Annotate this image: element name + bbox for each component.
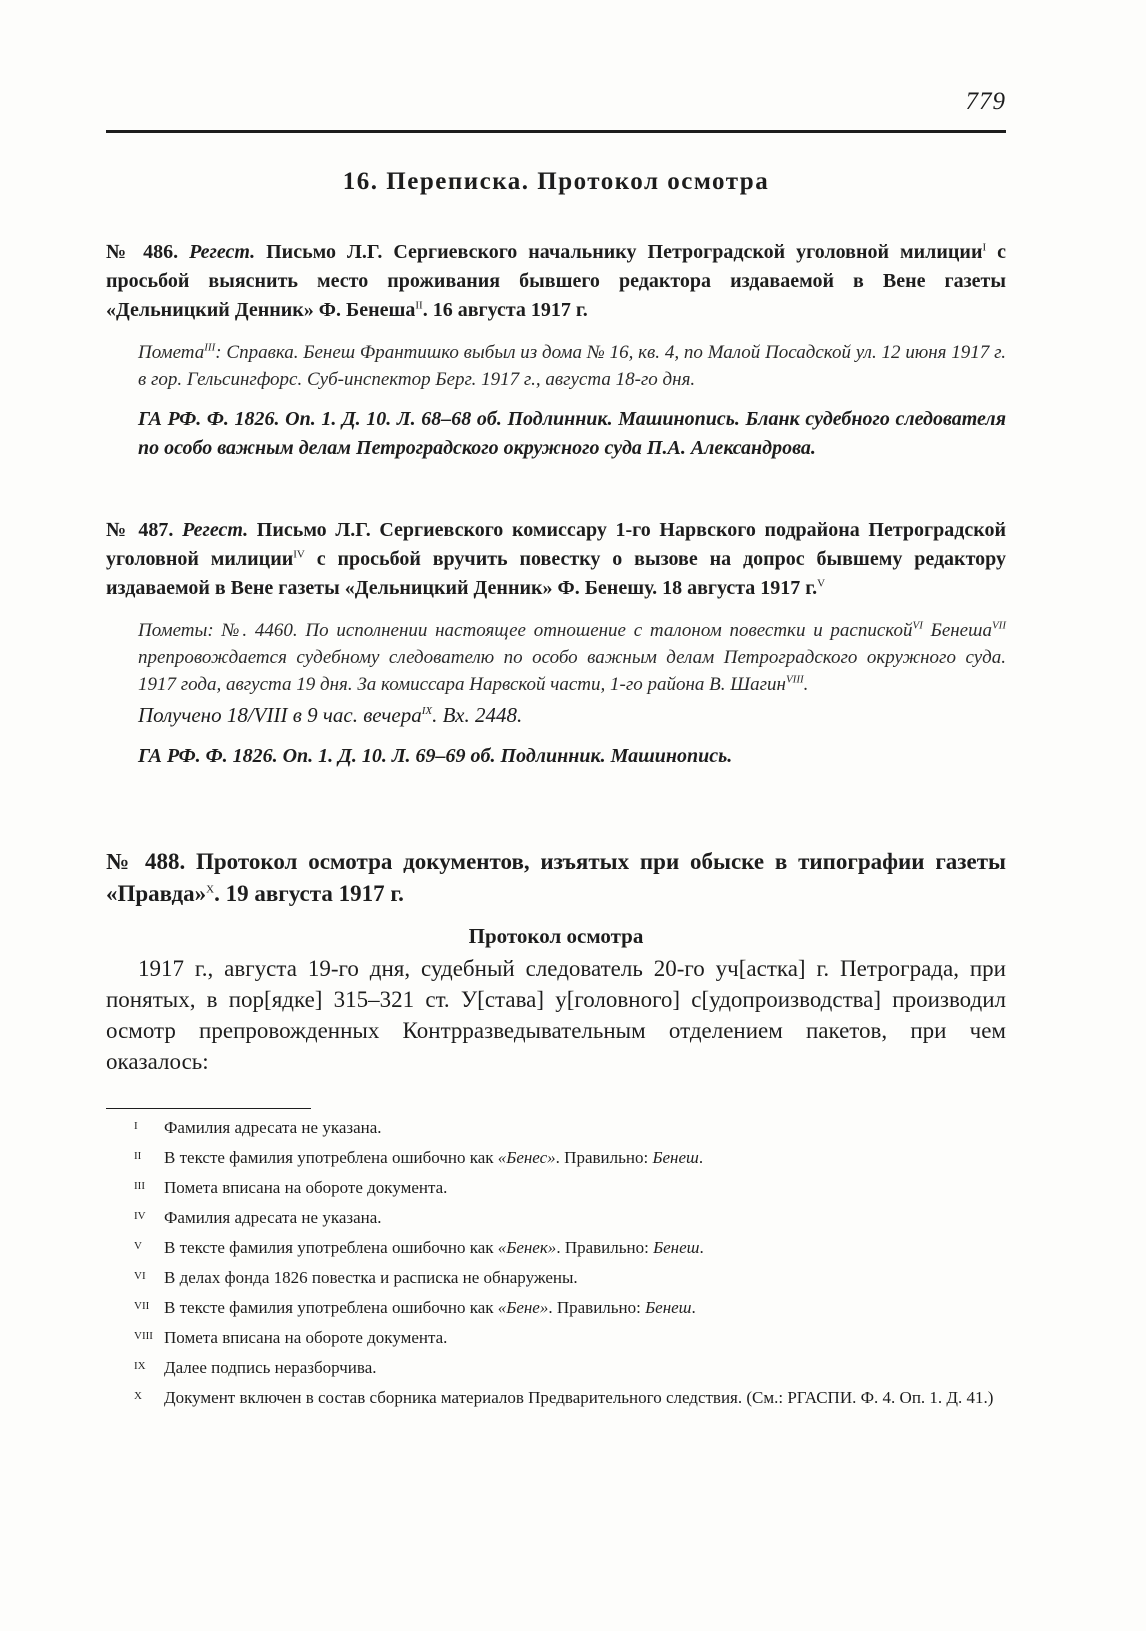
doc-487-received <box>138 700 1006 730</box>
footnote-mark: X <box>134 1390 142 1402</box>
footnote-text: . Правильно: <box>548 1298 646 1317</box>
footnote-text: . Правильно: <box>555 1148 653 1167</box>
doc-486-text: с просьбой выяснить место проживания бывшего редактора издаваемой в Вене газеты «Дельницкий Денник» Ф. Бенеша <box>106 241 1007 321</box>
doc-488-subheading: Протокол осмотра <box>468 924 644 948</box>
footnote-ref[interactable]: I <box>982 241 987 254</box>
footnote-ref[interactable]: IX <box>421 705 433 717</box>
doc-486-date: . 16 августа 1917 г. <box>422 299 588 321</box>
doc-488-heading <box>106 846 1006 910</box>
doc-488-title: № 488. Протокол осмотра документов, изъятых при обыске в типографии газеты «Правда» <box>106 849 1006 906</box>
footnote-item <box>106 1206 1006 1230</box>
footnote-ref[interactable]: VI <box>912 619 923 632</box>
footnote-text: . <box>699 1238 704 1257</box>
page-number: 779 <box>965 88 1006 115</box>
footnote-mark: II <box>134 1150 142 1162</box>
footnote-text: В тексте фамилия употреблена ошибочно как <box>164 1148 498 1167</box>
footnote-ref[interactable]: X <box>206 883 215 896</box>
footnote-text: Фамилия адресата не указана. <box>164 1118 382 1137</box>
footnote-text: В тексте фамилия употреблена ошибочно как <box>164 1238 498 1257</box>
footnote-item <box>106 1386 1006 1410</box>
footnote-text: Помета вписана на обороте документа. <box>164 1328 448 1347</box>
footnote-ref[interactable]: VII <box>991 619 1006 632</box>
doc-488 <box>106 846 1006 1077</box>
footnote-text: . Правильно: <box>556 1238 654 1257</box>
doc-486-regest: Регест. <box>189 241 256 263</box>
doc-487-note <box>138 617 1006 698</box>
footnote-text: . <box>691 1298 696 1317</box>
doc-486-number: № 486. <box>106 241 179 263</box>
doc-487-text: с просьбой вручить повестку о вызове на допрос бывшему редактору издаваемой в Вене газеты «Дельницкий Денник» Ф. Бенешу. 18 августа 1917 г. <box>106 548 1007 599</box>
footnote-item <box>106 1236 1006 1260</box>
received-text: Получено 18/VIII в 9 час. вечера <box>138 703 422 727</box>
doc-486-note <box>138 339 1006 393</box>
footnote-text: Далее подпись неразборчива. <box>164 1358 377 1377</box>
footnote-mark: VII <box>134 1300 150 1312</box>
footnote-text: Документ включен в состав сборника материалов Предварительного следствия. (См.: РГАСПИ. Ф. 4. Оп. 1. Д. 41.) <box>164 1388 994 1407</box>
footnote-wrong-name: «Бене» <box>497 1298 549 1317</box>
footnote-mark: I <box>134 1120 138 1132</box>
footnote-mark: III <box>134 1180 145 1192</box>
note-text: Бенеша <box>922 620 992 641</box>
doc-487-regest: Регест. <box>182 519 249 541</box>
doc-486-text: Письмо Л.Г. Сергиевского начальнику Петроградской уголовной милиции <box>266 241 983 263</box>
footnote-correct-name: Бенеш <box>652 1148 699 1167</box>
doc-486-archive: ГА РФ. Ф. 1826. Оп. 1. Д. 10. Л. 68–68 об. Подлинник. Машинопись. Бланк судебного следователя по особо важным делам Петроградского окружного суда П.А. Александрова. <box>138 408 1006 459</box>
footnote-mark: V <box>134 1240 142 1252</box>
footnote-item <box>106 1356 1006 1380</box>
footnotes <box>106 1116 1006 1416</box>
footnote-text: Фамилия адресата не указана. <box>164 1208 382 1227</box>
footnote-text: В тексте фамилия употреблена ошибочно как <box>164 1298 498 1317</box>
section-title: 16. Переписка. Протокол осмотра <box>342 168 770 195</box>
footnote-text: В делах фонда 1826 повестка и расписка не обнаружены. <box>164 1268 578 1287</box>
doc-487-heading <box>106 516 1006 603</box>
footnote-item <box>106 1296 1006 1320</box>
doc-487-number: № 487. <box>106 519 174 541</box>
footnote-text: Помета вписана на обороте документа. <box>164 1178 448 1197</box>
footnote-text: . <box>698 1148 704 1167</box>
footnote-item <box>106 1326 1006 1350</box>
note-text: : Справка. Бенеш Франтишко выбыл из дома № 16, кв. 4, по Малой Посадской ул. 12 июня 1917 г. в гор. Гельсингфорс. Суб-инспектор Берг. 1917 г., августа 18-го дня. <box>138 342 1006 390</box>
footnote-item <box>106 1176 1006 1200</box>
footnote-wrong-name: «Бенек» <box>497 1238 557 1257</box>
doc-487-text: Письмо Л.Г. Сергиевского комиссару 1-го Нарвского подрайона Петроградской уголовной милиции <box>106 519 1006 570</box>
note-text: Пометы: №. 4460. По исполнении настоящее отношение с талоном повестки и распиской <box>138 620 913 641</box>
note-label: Помета <box>138 342 205 363</box>
footnote-ref[interactable]: II <box>415 299 423 312</box>
footnote-ref[interactable]: VIII <box>785 673 804 686</box>
footnote-mark: IV <box>134 1210 146 1222</box>
footnote-mark: IX <box>134 1360 146 1372</box>
doc-486 <box>106 238 1006 463</box>
doc-488-date: . 19 августа 1917 г. <box>214 881 404 906</box>
footnote-mark: VI <box>134 1270 146 1282</box>
received-text: . Вх. 2448. <box>432 703 523 727</box>
header-rule <box>106 130 1006 133</box>
footnote-wrong-name: «Бенес» <box>497 1148 556 1167</box>
doc-486-heading <box>106 238 1006 325</box>
footnote-mark: VIII <box>134 1330 153 1342</box>
footnote-rule <box>106 1108 311 1109</box>
footnote-ref[interactable]: V <box>817 577 826 590</box>
footnote-item <box>106 1116 1006 1140</box>
footnote-ref[interactable]: III <box>204 341 216 354</box>
note-text: препровождается судебному следователю по особо важным делам Петроградского окружного суда. 1917 года, августа 19 дня. За комиссара Нарвской части, 1-го района В. Шагин <box>138 647 1006 695</box>
doc-487 <box>106 516 1006 771</box>
footnote-correct-name: Бенеш <box>653 1238 700 1257</box>
footnote-ref[interactable]: IV <box>293 548 305 561</box>
doc-488-body: 1917 г., августа 19-го дня, судебный следователь 20-го уч[астка] г. Петрограда, при понятых, в пор[ядке] 315–321 ст. У[става] у[головного] с[удопроизводства] производил осмотр препровожденных Контрразведывательным отделением пакетов, при чем оказалось: <box>106 956 1006 1074</box>
footnote-correct-name: Бенеш <box>645 1298 692 1317</box>
doc-487-archive: ГА РФ. Ф. 1826. Оп. 1. Д. 10. Л. 69–69 об. Подлинник. Машинопись. <box>138 745 733 767</box>
footnote-item <box>106 1146 1006 1170</box>
footnote-item <box>106 1266 1006 1290</box>
note-text: . <box>803 674 809 695</box>
